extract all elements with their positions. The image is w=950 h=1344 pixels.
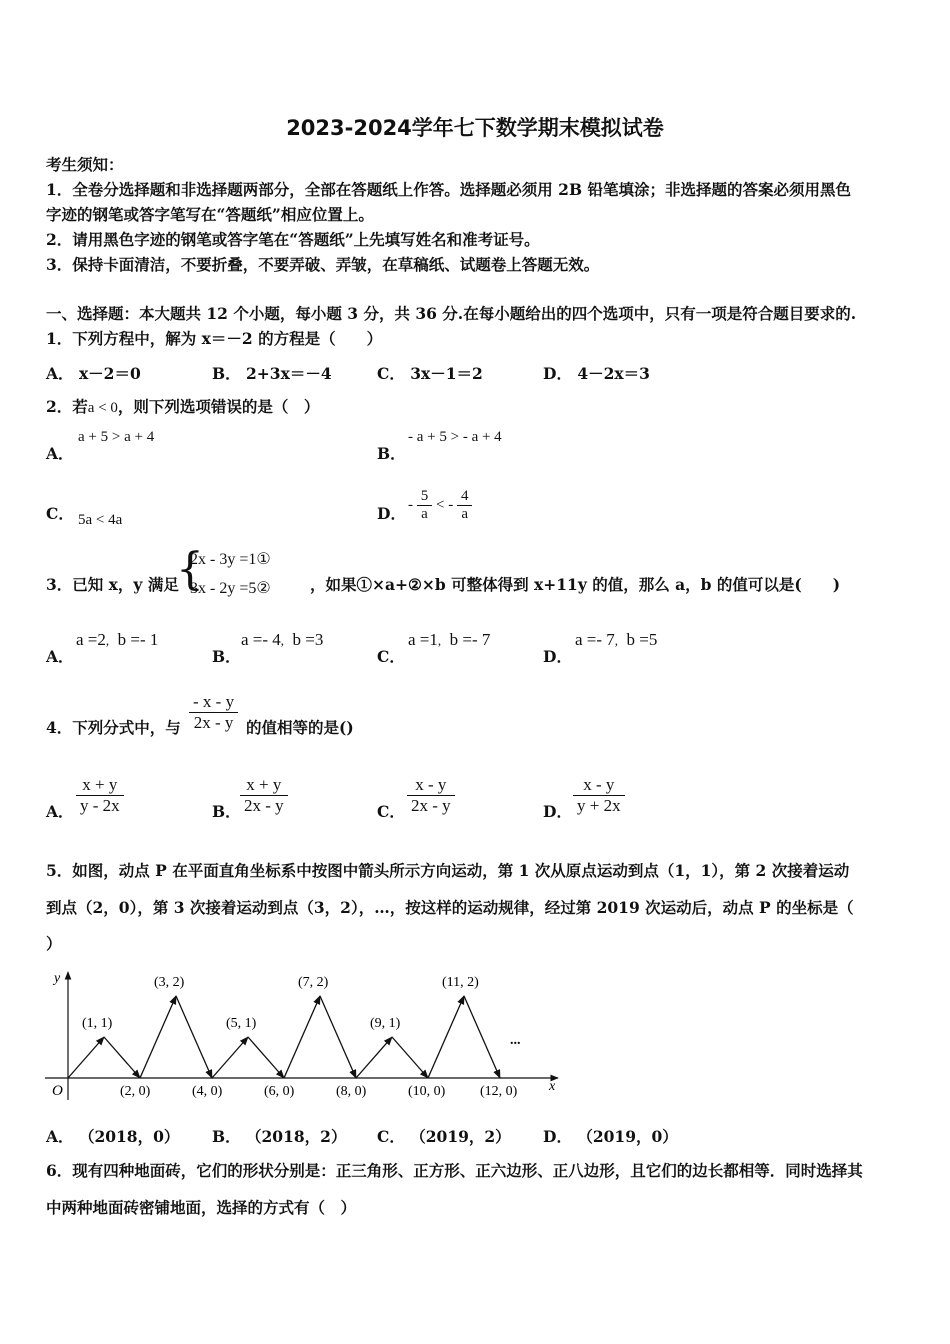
q3-stem-post: ，如果①×a+②×b 可整体得到 x+11y 的值，那么 a，b 的值可以是( ) [310, 575, 841, 594]
q1-option-d: D． 4－2x＝3 [543, 364, 650, 383]
q4-option-d-label: D． [543, 802, 572, 821]
q2-option-c-math: 5a < 4a [78, 512, 123, 528]
notice-heading: 考生须知： [46, 155, 124, 174]
notice-line-2: 2．请用黑色字迹的钢笔或答字笔在“答题纸”上先填写姓名和准考证号。 [46, 230, 540, 249]
q4-option-b-label: B． [212, 802, 241, 821]
q5-option-b: B． （2018，2） [212, 1127, 347, 1146]
q5-coordinate-figure [40, 962, 570, 1107]
motion-segment [284, 996, 320, 1078]
ellipsis: ... [510, 1033, 521, 1048]
point-labels [82, 975, 518, 1099]
motion-segment [212, 1037, 248, 1078]
point-label: (9, 1) [370, 1016, 401, 1031]
q4-option-a-fraction: $\frac{x + y}{y - 2x}$ [76, 775, 124, 816]
motion-segment [68, 1037, 104, 1078]
motion-segment [392, 1037, 428, 1078]
q5-option-d: D． （2019，0） [543, 1127, 678, 1146]
notice-line-1a: 1．全卷分选择题和非选择题两部分，全部在答题纸上作答。选择题必须用 2B 铅笔填涂；非选择题的答案必须用黑色 [46, 180, 851, 199]
motion-segment [356, 1037, 392, 1078]
q3-option-a-math: a =2, b =- 1 [76, 630, 159, 649]
q2-option-a-label: A． [46, 444, 74, 463]
q3-system-brace: { [176, 544, 204, 595]
q2-option-d-math: - $\frac{5}{a}$ < - $\frac{4}{a}$ [408, 488, 472, 523]
q4-stem-fraction: $\frac{- x - y}{2x - y}$ [189, 692, 238, 733]
q2-stem: 2．若a < 0，则下列选项错误的是（ ） [46, 397, 320, 416]
q3-option-d-math: a =- 7, b =5 [575, 630, 658, 649]
q3-option-c-math: a =1, b =- 7 [408, 630, 491, 649]
point-label: (1, 1) [82, 1016, 113, 1031]
q1-option-a: A． x－2＝0 [46, 364, 141, 383]
q5-stem-line-3: ） [46, 934, 62, 953]
q3-equation-2: 3x - 2y =5② [190, 580, 271, 597]
axis-point-label: (2, 0) [120, 1084, 151, 1099]
section-heading: 一、选择题：本大题共 12 个小题，每小题 3 分，共 36 分.在每小题给出的四个选项中，只有一项是符合题目要求的. [46, 304, 857, 323]
motion-path [68, 996, 500, 1078]
axis-point-label: (8, 0) [336, 1084, 367, 1099]
q2-option-b-label: B． [377, 444, 406, 463]
motion-segment [320, 996, 356, 1078]
q5-option-a: A． （2018，0） [46, 1127, 180, 1146]
axis-point-label: (12, 0) [480, 1084, 518, 1099]
q2-option-c-label: C． [46, 504, 74, 523]
q3-option-c-label: C． [377, 647, 405, 666]
y-axis-label: y [54, 971, 61, 986]
origin-label: O [52, 1083, 63, 1099]
q5-option-c: C． （2019，2） [377, 1127, 511, 1146]
q1-option-b: B． 2+3x＝－4 [212, 364, 332, 383]
motion-segment [428, 996, 464, 1078]
q3-option-b-math: a =- 4, b =3 [241, 630, 324, 649]
motion-segment [248, 1037, 284, 1078]
q2-option-a-math: a + 5 > a + 4 [78, 429, 155, 445]
q4-option-b-fraction: $\frac{x + y}{2x - y}$ [240, 775, 288, 816]
q5-stem-line-1: 5．如图，动点 P 在平面直角坐标系中按图中箭头所示方向运动，第 1 次从原点运动到点（1，1），第 2 次接着运动 [46, 861, 850, 880]
q4-option-d-fraction: $\frac{x - y}{y + 2x}$ [573, 775, 625, 816]
q4-stem-post: 的值相等的是() [246, 718, 354, 737]
point-label: (3, 2) [154, 975, 185, 990]
q6-stem-line-1: 6．现有四种地面砖，它们的形状分别是：正三角形、正方形、正六边形、正八边形，且它们的边长都相等．同时选择其 [46, 1161, 863, 1180]
x-axis-label: x [549, 1079, 556, 1094]
q4-option-c-label: C． [377, 802, 405, 821]
notice-line-3: 3．保持卡面清洁，不要折叠，不要弄破、弄皱，在草稿纸、试题卷上答题无效。 [46, 255, 600, 274]
q3-stem-pre: 3．已知 x，y 满足 [46, 575, 179, 594]
motion-segment [176, 996, 212, 1078]
q3-option-a-label: A． [46, 647, 74, 666]
q4-option-a-label: A． [46, 802, 74, 821]
page-title: 2023-2024学年七下数学期末模拟试卷 [286, 116, 664, 140]
q5-stem-line-2: 到点（2，0），第 3 次接着运动到点（3，2），…，按这样的运动规律，经过第 2019 次运动后，动点 P 的坐标是（ [46, 898, 854, 917]
q2-option-b-math: - a + 5 > - a + 4 [408, 429, 502, 445]
q1-option-c: C． 3x－1＝2 [377, 364, 483, 383]
q3-equation-1: 2x - 3y =1① [190, 551, 271, 568]
axis-point-label: (4, 0) [192, 1084, 223, 1099]
q4-option-c-fraction: $\frac{x - y}{2x - y}$ [407, 775, 455, 816]
q1-stem: 1．下列方程中，解为 x＝－2 的方程是（ ） [46, 329, 383, 348]
motion-segment [140, 996, 176, 1078]
point-label: (11, 2) [442, 975, 479, 990]
point-label: (7, 2) [298, 975, 329, 990]
axis-point-label: (10, 0) [408, 1084, 446, 1099]
point-label: (5, 1) [226, 1016, 257, 1031]
q2-option-d-label: D． [377, 504, 406, 523]
motion-segment [104, 1037, 140, 1078]
notice-line-1b: 字迹的钢笔或答字笔写在“答题纸”相应位置上。 [46, 205, 374, 224]
q3-option-b-label: B． [212, 647, 241, 666]
q3-option-d-label: D． [543, 647, 572, 666]
motion-segment [464, 996, 500, 1078]
axis-point-label: (6, 0) [264, 1084, 295, 1099]
q4-stem-pre: 4．下列分式中，与 [46, 718, 181, 737]
q6-stem-line-2: 中两种地面砖密铺地面，选择的方式有（ ） [46, 1198, 357, 1217]
